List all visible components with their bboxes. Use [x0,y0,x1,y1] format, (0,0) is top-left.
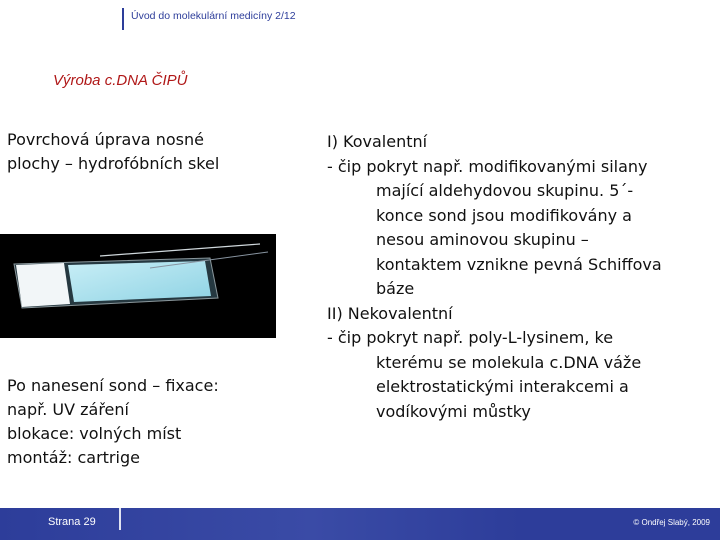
right-line: kterému se molekula c.DNA váže [376,352,642,372]
right-line: mající aldehydovou skupinu. 5´- [376,181,634,200]
copyright: © Ondřej Slabý, 2009 [633,518,710,527]
course-header: Úvod do molekulární medicíny 2/12 [131,10,296,22]
left-bottom-text [7,374,219,470]
left-bottom-line: Po nanesení sond – fixace: [7,376,219,395]
left-bottom-line: např. UV záření [7,400,129,419]
right-line: kontaktem vznikne pevná Schiffova [376,254,662,274]
right-line: elektrostatickými interakcemi a [376,377,629,396]
left-bottom-line: montáž: cartrige [7,448,140,467]
footer-divider [119,508,121,530]
left-top-text [7,128,219,176]
right-text-block [327,130,712,424]
left-top-line: Povrchová úprava nosné [7,130,204,149]
right-line: - čip pokryt např. poly-L-lysinem, ke [327,328,614,347]
right-line: - čip pokryt např. modifikovanými silany [327,156,648,176]
glass-slide-image [0,234,276,338]
microarray-slide-photo [0,234,276,338]
right-line: báze [376,279,415,298]
page-number: Strana 29 [48,516,96,528]
right-line: vodíkovými můstky [376,401,531,421]
left-bottom-line: blokace: volných míst [7,424,182,443]
right-line: konce sond jsou modifikovány a [376,205,632,225]
left-top-line: plochy – hydrofóbních skel [7,154,220,173]
right-line: II) Nekovalentní [327,303,453,323]
header-divider [122,8,124,30]
slide-title: Výroba c.DNA ČIPŮ [53,72,188,89]
right-line: nesou aminovou skupinu – [376,230,589,249]
right-line: I) Kovalentní [327,132,428,151]
footer-band [0,508,720,540]
